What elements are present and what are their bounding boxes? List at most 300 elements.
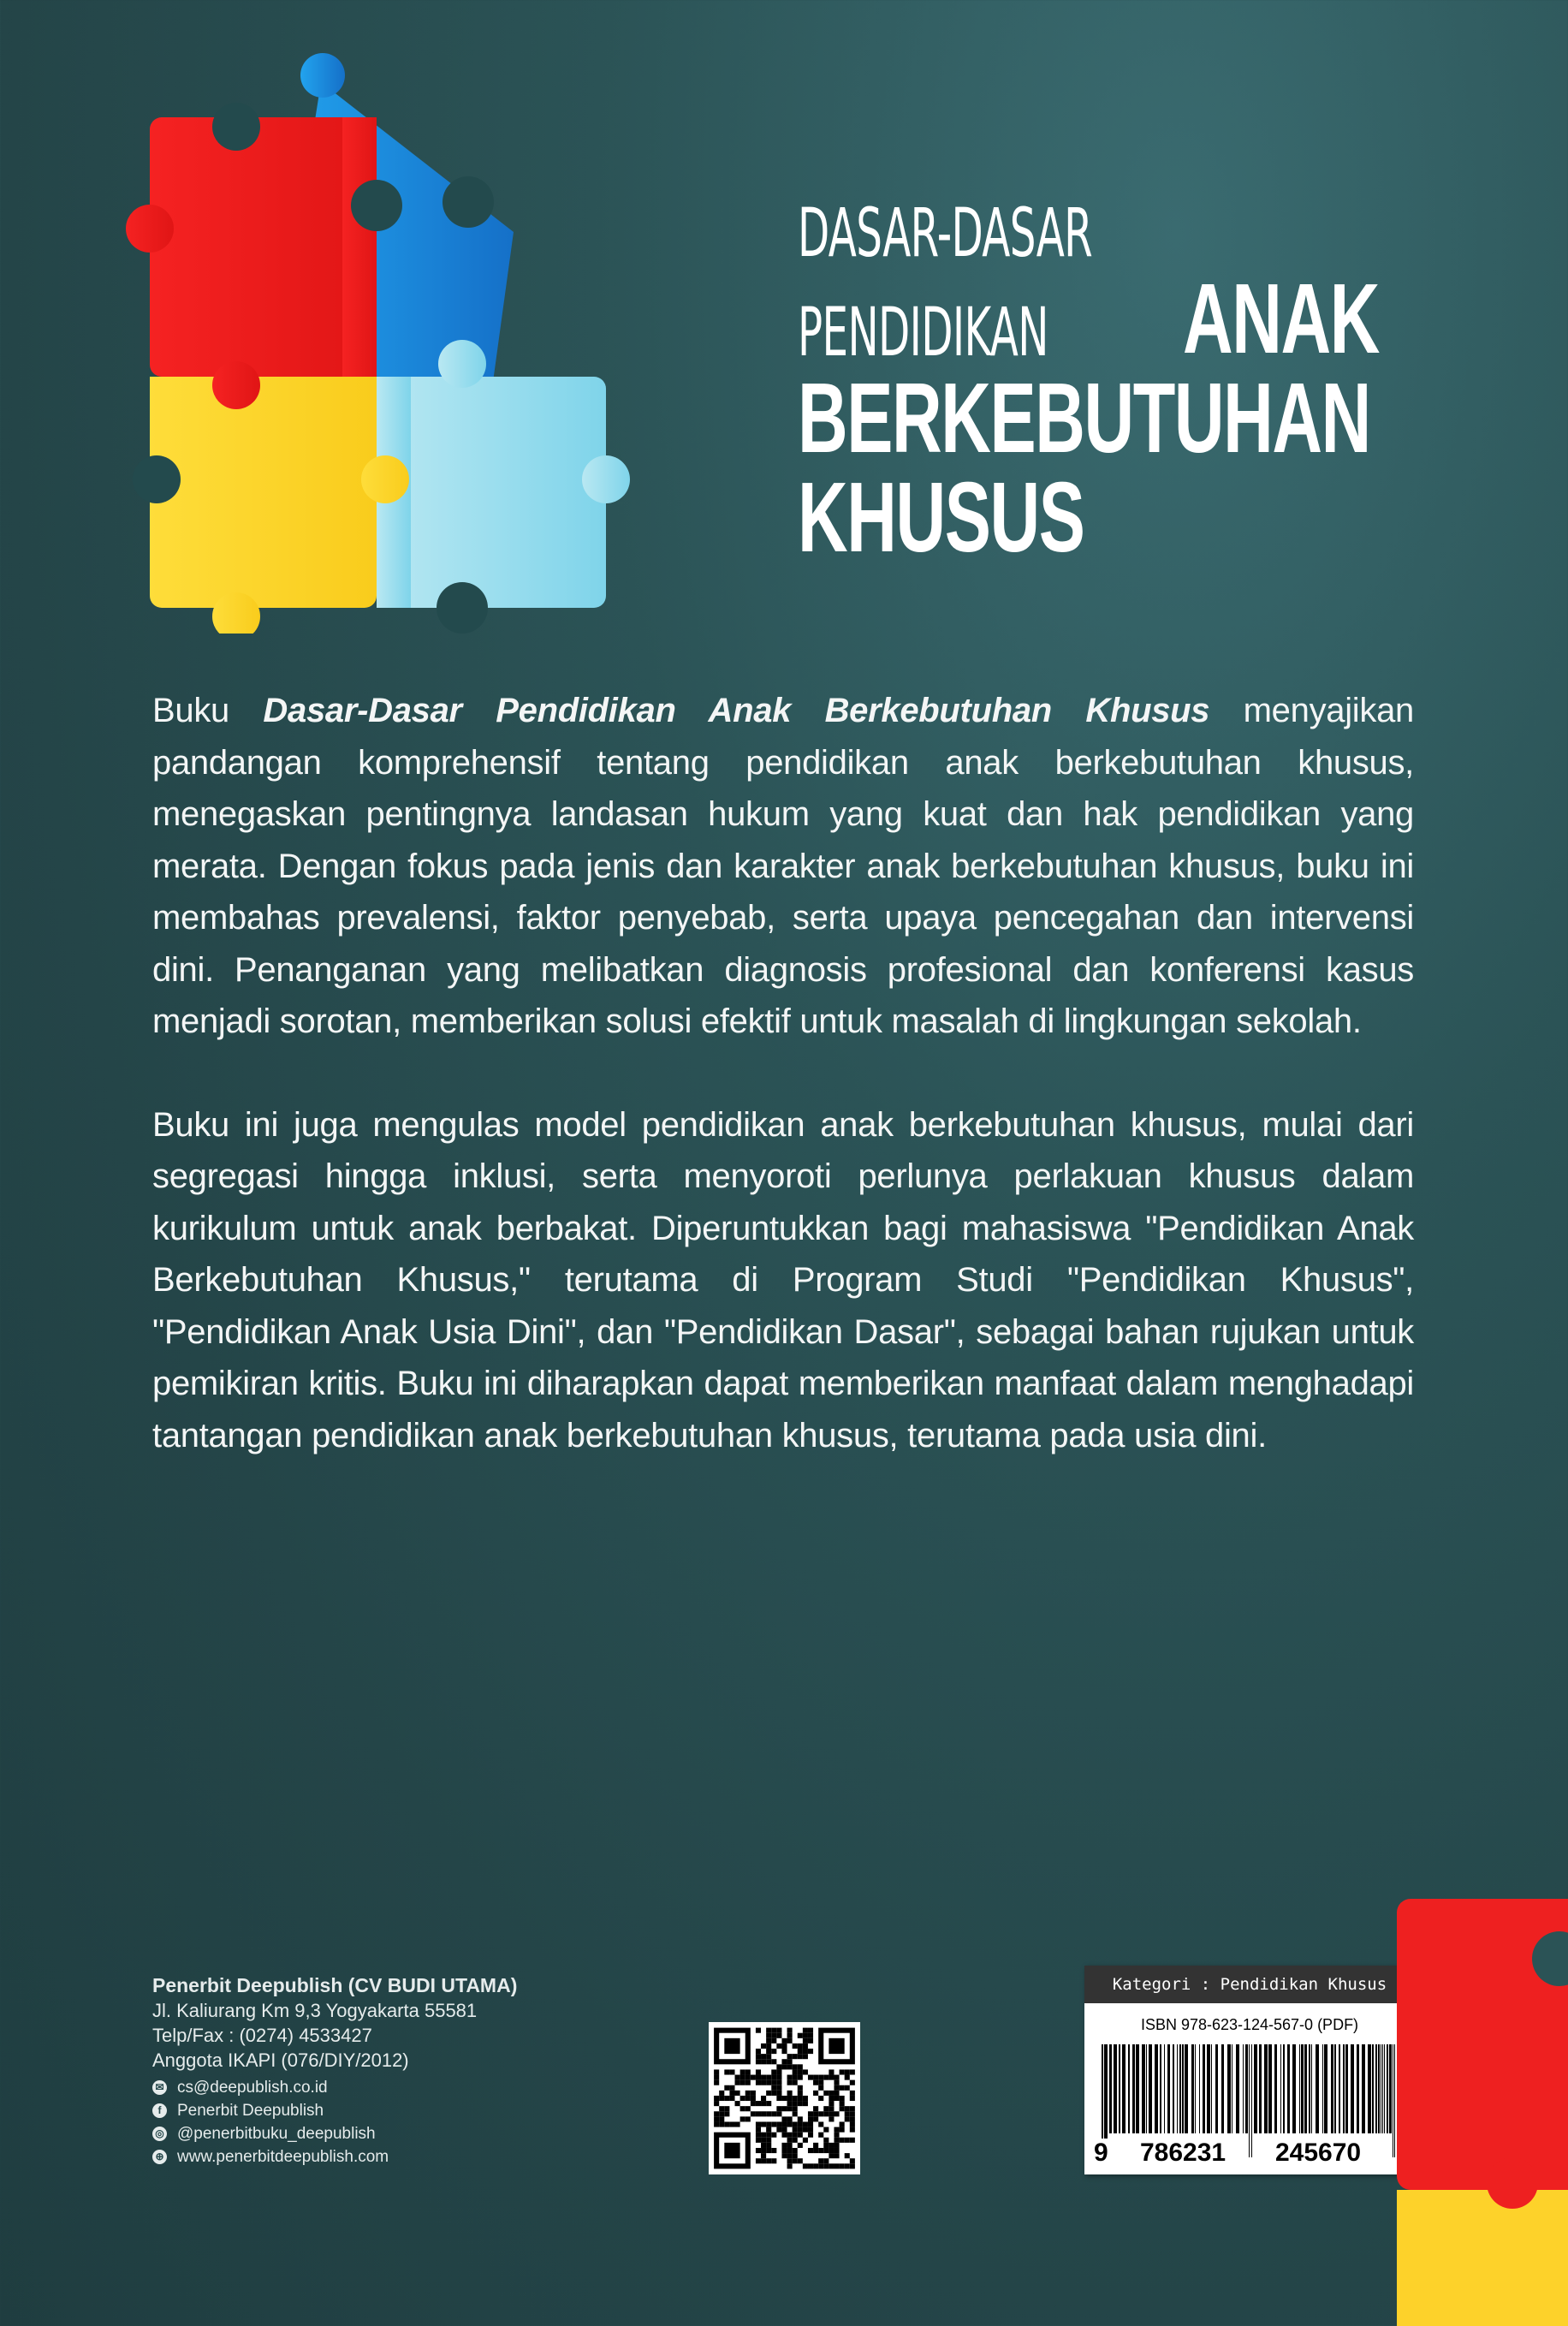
qr-module [766, 2043, 771, 2049]
barcode-bar [1357, 2044, 1359, 2133]
qr-module [818, 2133, 823, 2138]
qr-module [808, 2121, 813, 2127]
qr-module [766, 2075, 771, 2080]
qr-module [808, 2028, 813, 2033]
barcode-bar [1167, 2044, 1170, 2133]
qr-module [761, 2143, 766, 2148]
barcode-bar [1119, 2044, 1120, 2133]
qr-module [729, 2096, 734, 2101]
title-line-3: BERKEBUTUHAN [798, 362, 1370, 473]
qr-module [761, 2121, 766, 2127]
qr-module [798, 2143, 803, 2148]
qr-module [714, 2116, 719, 2121]
qr-module [798, 2085, 803, 2091]
qr-module [803, 2049, 808, 2054]
qr-module [818, 2121, 823, 2127]
barcode-bar [1177, 2044, 1178, 2133]
qr-module [724, 2069, 729, 2074]
qr-module [793, 2133, 798, 2138]
qr-module [798, 2069, 803, 2074]
qr-module [803, 2043, 808, 2049]
qr-module [735, 2091, 740, 2096]
qr-module [850, 2121, 855, 2127]
barcode-bar [1384, 2044, 1385, 2133]
qr-finder [829, 2038, 844, 2054]
qr-module [766, 2059, 771, 2064]
qr-module [771, 2038, 776, 2043]
qr-module [781, 2096, 787, 2101]
qr-module [829, 2148, 834, 2153]
barcode-bar [1155, 2044, 1158, 2133]
qr-module [787, 2138, 793, 2143]
qr-module [729, 2091, 734, 2096]
publisher-info [152, 1973, 517, 2168]
barcode-bar [1264, 2044, 1268, 2133]
barcode-bar [1207, 2044, 1210, 2133]
qr-module [829, 2153, 834, 2158]
isbn-text: ISBN 978-623-124-567-0 (PDF) [1140, 2016, 1359, 2033]
qr-module [781, 2116, 787, 2121]
qr-module [781, 2059, 787, 2064]
qr-module [829, 2075, 834, 2080]
qr-module [845, 2069, 850, 2074]
qr-module [850, 2091, 855, 2096]
barcode-bar [1185, 2044, 1188, 2133]
publisher-address: Jl. Kaliurang Km 9,3 Yogyakarta 55581 [152, 2000, 478, 2021]
barcode-bar [1173, 2044, 1174, 2133]
qr-module [724, 2096, 729, 2101]
qr-module [793, 2075, 798, 2080]
qr-module [845, 2106, 850, 2111]
qr-module [787, 2133, 793, 2138]
contact-text: Penerbit Deepublish [177, 2102, 324, 2120]
barcode-box [1084, 1966, 1415, 2174]
qr-module [798, 2158, 803, 2163]
qr-module [756, 2028, 761, 2033]
barcode-bar [1259, 2044, 1262, 2133]
qr-module [803, 2054, 808, 2059]
qr-module [793, 2153, 798, 2158]
qr-module [793, 2080, 798, 2085]
barcode-bar [1394, 2044, 1395, 2157]
qr-module [834, 2138, 839, 2143]
qr-module [761, 2075, 766, 2080]
qr-module [850, 2069, 855, 2074]
qr-module [808, 2049, 813, 2054]
qr-module [787, 2054, 793, 2059]
qr-module [781, 2049, 787, 2054]
qr-module [840, 2096, 845, 2101]
qr-module [776, 2106, 781, 2111]
qr-module [740, 2069, 745, 2074]
qr-module [756, 2133, 761, 2138]
barcode-bar [1311, 2044, 1312, 2133]
qr-module [829, 2106, 834, 2111]
qr-module [761, 2101, 766, 2106]
qr-module [829, 2096, 834, 2101]
barcode-bar [1132, 2044, 1135, 2133]
barcode-digits-right: 245670 [1273, 2139, 1363, 2168]
barcode-bar [1372, 2044, 1374, 2133]
barcode-bar [1182, 2044, 1184, 2133]
barcode-bar [1268, 2044, 1272, 2133]
qr-module [745, 2106, 751, 2111]
qr-module [776, 2121, 781, 2127]
qr-module [787, 2106, 793, 2111]
qr-module [823, 2075, 829, 2080]
text: Buku [152, 692, 264, 729]
qr-module [829, 2101, 834, 2106]
qr-module [818, 2158, 823, 2163]
barcode-bar [1387, 2044, 1388, 2133]
qr-module [823, 2127, 829, 2133]
barcode-bar [1160, 2044, 1161, 2133]
qr-module [766, 2091, 771, 2096]
qr-module [714, 2075, 719, 2080]
qr-module [724, 2085, 729, 2091]
qr-module [829, 2111, 834, 2116]
qr-module [719, 2091, 724, 2096]
qr-module [766, 2054, 771, 2059]
qr-module [793, 2106, 798, 2111]
qr-module [787, 2075, 793, 2080]
qr-module [798, 2116, 803, 2121]
qr-module [803, 2028, 808, 2033]
qr-module [798, 2033, 803, 2038]
qr-module [766, 2148, 771, 2153]
qr-module [771, 2148, 776, 2153]
qr-module [771, 2059, 776, 2064]
qr-module [787, 2153, 793, 2158]
qr-module [766, 2028, 771, 2033]
barcode-bar [1375, 2044, 1377, 2133]
qr-module [761, 2043, 766, 2049]
qr-module [766, 2080, 771, 2085]
qr-module [771, 2111, 776, 2116]
qr-module [829, 2143, 834, 2148]
qr-module [808, 2075, 813, 2080]
qr-module [776, 2096, 781, 2101]
qr-module [735, 2101, 740, 2106]
qr-module [803, 2163, 808, 2168]
barcode-bar [1322, 2044, 1323, 2133]
qr-module [793, 2064, 798, 2069]
barcode-bar [1345, 2044, 1348, 2133]
qr-module [840, 2101, 845, 2106]
qr-module [787, 2096, 793, 2101]
barcode-bar [1251, 2044, 1252, 2157]
barcode-bar [1203, 2044, 1205, 2133]
barcode-bar [1351, 2044, 1354, 2133]
barcode-bar [1339, 2044, 1340, 2133]
qr-module [771, 2121, 776, 2127]
qr-module [834, 2143, 839, 2148]
qr-module [766, 2127, 771, 2133]
qr-module [808, 2116, 813, 2121]
barcode-bar [1245, 2044, 1248, 2133]
qr-module [840, 2069, 845, 2074]
qr-module [823, 2158, 829, 2163]
qr-module [766, 2158, 771, 2163]
qr-module [834, 2085, 839, 2091]
qr-module [798, 2043, 803, 2049]
qr-module [771, 2091, 776, 2096]
contact-website [152, 2145, 517, 2168]
qr-module [781, 2064, 787, 2069]
title-line-1: DASAR-DASAR [798, 195, 1093, 272]
qr-module [751, 2075, 756, 2080]
qr-module [823, 2143, 829, 2148]
qr-module [845, 2075, 850, 2080]
qr-module [745, 2080, 751, 2085]
qr-module [818, 2163, 823, 2168]
qr-module [745, 2096, 751, 2101]
barcode-bar [1343, 2044, 1345, 2133]
title-line-2-bold: ANAK [1183, 263, 1379, 374]
qr-module [845, 2153, 850, 2158]
qr-module [719, 2096, 724, 2101]
qr-module [740, 2080, 745, 2085]
qr-finder [724, 2143, 739, 2158]
qr-module [787, 2033, 793, 2038]
qr-module [776, 2043, 781, 2049]
qr-module [761, 2054, 766, 2059]
text: menyajikan pandangan komprehensif tentang pendidikan anak berkebutuhan khusus, menegaskan pentingnya landasan hukum yang kuat dan hak pendidikan yang merata. Dengan fokus pada jenis dan karakter anak berkebutuhan khusus, buku ini membahas prevalensi, faktor penyebab, serta upaya pencegahan dan intervensi dini. Penanganan yang melibatkan diagnosis profesional dan konferensi kasus menjadi sorotan, memberikan solusi efektif untuk masalah di lingkungan sekolah. [152, 692, 1414, 1040]
contact-facebook [152, 2099, 517, 2122]
qr-module [813, 2111, 818, 2116]
qr-module [756, 2148, 761, 2153]
qr-module [803, 2038, 808, 2043]
qr-module [798, 2075, 803, 2080]
qr-module [787, 2163, 793, 2168]
qr-module [803, 2033, 808, 2038]
qr-module [714, 2069, 719, 2074]
qr-module [818, 2075, 823, 2080]
qr-module [798, 2127, 803, 2133]
qr-module [793, 2096, 798, 2101]
qr-module [776, 2075, 781, 2080]
qr-module [766, 2111, 771, 2116]
qr-module [793, 2138, 798, 2143]
barcode-bar [1331, 2044, 1333, 2133]
title-line-4: KHUSUS [798, 461, 1084, 573]
publisher-phone: Telp/Fax : (0274) 4533427 [152, 2025, 372, 2046]
qr-module [771, 2080, 776, 2085]
qr-module [798, 2064, 803, 2069]
qr-module [850, 2106, 855, 2111]
barcode-bar [1215, 2044, 1218, 2133]
barcode-bar [1382, 2044, 1383, 2133]
qr-module [840, 2163, 845, 2168]
qr-module [818, 2111, 823, 2116]
qr-module [776, 2127, 781, 2133]
qr-module [818, 2080, 823, 2085]
qr-module [813, 2143, 818, 2148]
qr-module [798, 2133, 803, 2138]
qr-module [756, 2127, 761, 2133]
qr-code [709, 2022, 860, 2174]
qr-module [813, 2075, 818, 2080]
qr-module [766, 2038, 771, 2043]
qr-module [850, 2127, 855, 2133]
qr-module [823, 2148, 829, 2153]
barcode-bar [1136, 2044, 1139, 2133]
qr-module [793, 2069, 798, 2074]
qr-module [756, 2158, 761, 2163]
qr-module [829, 2091, 834, 2096]
barcode-bar [1368, 2044, 1371, 2133]
barcode-bar [1254, 2044, 1257, 2133]
qr-module [766, 2049, 771, 2054]
qr-module [808, 2033, 813, 2038]
barcode-bar [1164, 2044, 1165, 2133]
barcode-bar [1114, 2044, 1117, 2133]
qr-module [834, 2075, 839, 2080]
globe-icon: ⊕ [152, 2150, 167, 2164]
qr-module [714, 2096, 719, 2101]
qr-module [745, 2075, 751, 2080]
barcode-bar [1199, 2044, 1200, 2133]
qr-module [771, 2158, 776, 2163]
qr-module [766, 2133, 771, 2138]
barcode-bar [1309, 2044, 1310, 2133]
qr-module [714, 2111, 719, 2116]
qr-module [823, 2106, 829, 2111]
qr-module [740, 2106, 745, 2111]
qr-module [761, 2133, 766, 2138]
qr-module [845, 2085, 850, 2091]
qr-module [845, 2116, 850, 2121]
contact-email [152, 2076, 517, 2099]
barcode-bar [1299, 2044, 1300, 2133]
qr-module [776, 2085, 781, 2091]
qr-module [735, 2075, 740, 2080]
qr-module [776, 2033, 781, 2038]
qr-module [818, 2148, 823, 2153]
qr-module [793, 2101, 798, 2106]
yellow-puzzle-piece [133, 361, 377, 634]
barcode-bar [1195, 2044, 1196, 2133]
qr-module [756, 2059, 761, 2064]
qr-module [740, 2075, 745, 2080]
qr-module [850, 2116, 855, 2121]
qr-module [771, 2075, 776, 2080]
email-icon: ✉ [152, 2080, 167, 2095]
qr-module [756, 2138, 761, 2143]
qr-module [834, 2096, 839, 2101]
qr-module [834, 2153, 839, 2158]
qr-module [793, 2127, 798, 2133]
barcode-bar [1316, 2044, 1319, 2133]
qr-module [771, 2033, 776, 2038]
qr-module [787, 2116, 793, 2121]
barcode-bar [1292, 2044, 1296, 2133]
qr-module [781, 2143, 787, 2148]
qr-module [850, 2138, 855, 2143]
qr-module [803, 2138, 808, 2143]
barcode-bar [1280, 2044, 1281, 2133]
corner-puzzle-pieces [1397, 1899, 1568, 2326]
qr-module [808, 2111, 813, 2116]
light-blue-puzzle-piece [361, 340, 630, 634]
qr-module [834, 2133, 839, 2138]
barcode-bar [1243, 2044, 1244, 2133]
qr-module [724, 2121, 729, 2127]
qr-module [793, 2158, 798, 2163]
qr-module [787, 2064, 793, 2069]
qr-module [803, 2096, 808, 2101]
qr-module [840, 2106, 845, 2111]
qr-module [735, 2121, 740, 2127]
qr-module [813, 2148, 818, 2153]
barcode-digit-first: 9 [1091, 2139, 1111, 2168]
qr-module [776, 2069, 781, 2074]
barcode-bar [1274, 2044, 1277, 2133]
qr-module [845, 2111, 850, 2116]
qr-module [766, 2138, 771, 2143]
qr-module [776, 2080, 781, 2085]
description-paragraph-2: Buku ini juga mengulas model pendidikan anak berkebutuhan khusus, mulai dari segregasi hingga inklusi, serta menyoroti perlunya perlakuan khusus dalam kurikulum untuk anak berbakat. Diperuntukkan bagi mahasiswa "Pendidikan Anak Berkebutuhan Khusus," terutama di Program Studi "Pendidikan Khusus", "Pendidikan Anak Usia Dini", dan "Pendidikan Dasar", sebagai bahan rujukan untuk pemikiran kritis. Buku ini diharapkan dapat memberikan manfaat dalam menghadapi tantangan pendidikan anak berkebutuhan khusus, terutama pada usia dini. [152, 1105, 1414, 1454]
barcode-bar [1221, 2044, 1224, 2133]
qr-module [808, 2133, 813, 2138]
qr-module [724, 2111, 729, 2116]
barcode-bar [1146, 2044, 1147, 2133]
qr-module [776, 2111, 781, 2116]
qr-module [787, 2143, 793, 2148]
qr-module [781, 2133, 787, 2138]
description [152, 685, 1414, 1461]
qr-module [761, 2138, 766, 2143]
qr-module [823, 2138, 829, 2143]
qr-module [771, 2028, 776, 2033]
qr-module [787, 2121, 793, 2127]
qr-module [761, 2153, 766, 2158]
qr-module [813, 2106, 818, 2111]
qr-module [781, 2153, 787, 2158]
qr-module [823, 2091, 829, 2096]
qr-module [781, 2038, 787, 2043]
qr-module [771, 2085, 776, 2091]
qr-module [761, 2096, 766, 2101]
qr-module [729, 2121, 734, 2127]
qr-module [756, 2121, 761, 2127]
qr-module [793, 2054, 798, 2059]
barcode-bar [1304, 2044, 1307, 2133]
barcode-bar [1122, 2044, 1126, 2133]
qr-module [834, 2111, 839, 2116]
qr-module [719, 2116, 724, 2121]
qr-module [761, 2158, 766, 2163]
qr-module [850, 2096, 855, 2101]
qr-module [776, 2091, 781, 2096]
qr-module [751, 2096, 756, 2101]
qr-module [756, 2069, 761, 2074]
qr-module [751, 2091, 756, 2096]
qr-module [781, 2106, 787, 2111]
qr-module [781, 2148, 787, 2153]
qr-module [845, 2138, 850, 2143]
qr-module [798, 2101, 803, 2106]
puzzle-pieces-illustration [86, 34, 702, 634]
qr-module [813, 2091, 818, 2096]
barcode-bar [1301, 2044, 1304, 2133]
qr-module [761, 2111, 766, 2116]
barcode-bar [1211, 2044, 1212, 2133]
qr-module [840, 2127, 845, 2133]
qr-module [781, 2121, 787, 2127]
qr-module [771, 2049, 776, 2054]
qr-module [803, 2069, 808, 2074]
